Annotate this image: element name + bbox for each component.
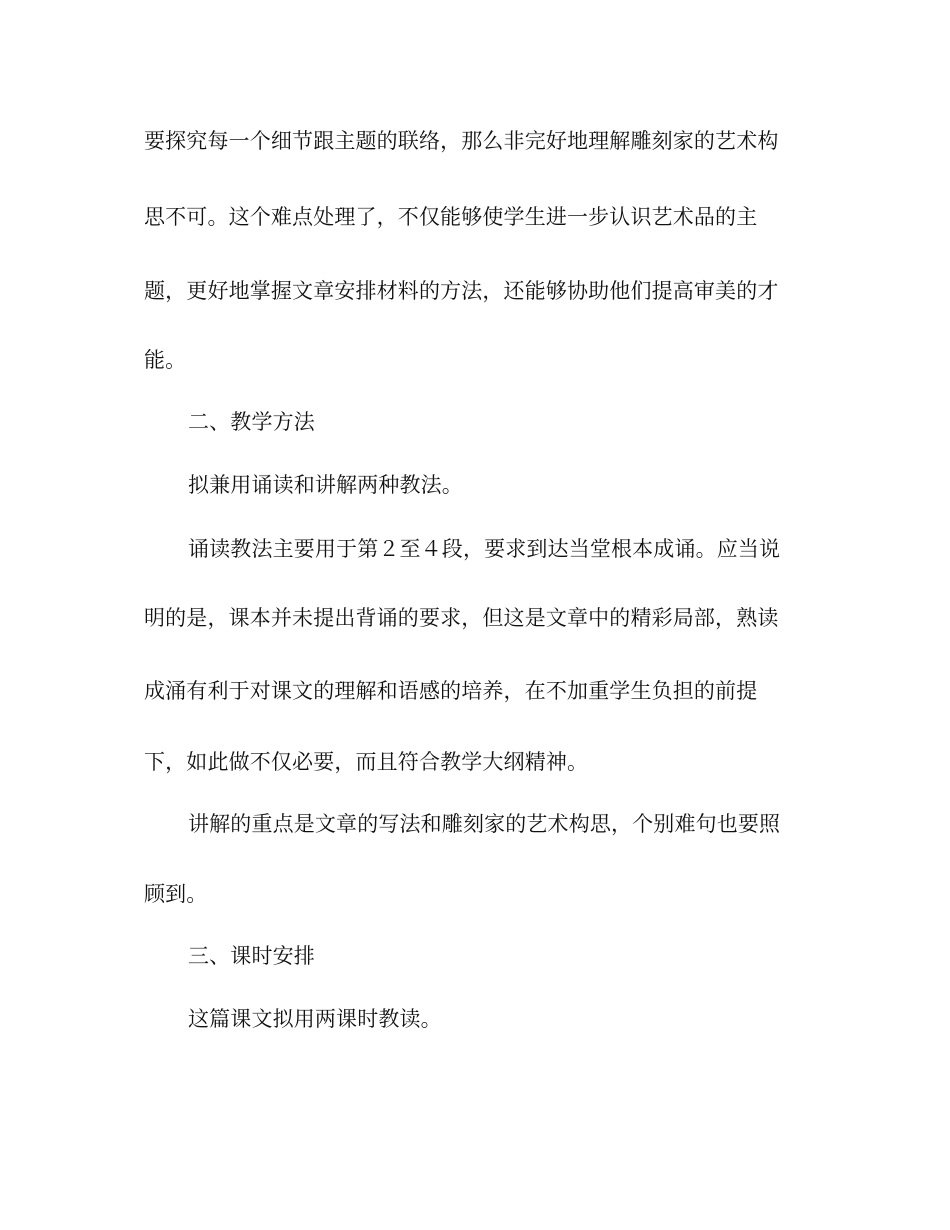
paragraph-line: 拟兼用诵读和讲解两种教法。 [188,473,463,497]
paragraph-line: 顾到。 [144,882,208,906]
paragraph-line: 诵读教法主要用于第２至４段，要求到达当堂根本成诵。应当说 [188,537,781,561]
section-heading: 三、课时安排 [188,944,315,968]
section-heading: 二、教学方法 [188,410,315,434]
paragraph-line: 明的是，课本并未提出背诵的要求，但这是文章中的精彩局部，熟读 [144,606,779,630]
paragraph-line: 下，如此做不仅必要，而且符合教学大纲精神。 [144,750,589,774]
paragraph-line: 要探究每一个细节跟主题的联络，那么非完好地理解雕刻家的艺术构 [144,129,779,153]
paragraph-line: 讲解的重点是文章的写法和雕刻家的艺术构思，个别难句也要照 [188,812,781,836]
paragraph-line: 这篇课文拟用两课时教读。 [188,1007,442,1031]
paragraph-line: 成涌有利于对课文的理解和语感的培养，在不加重学生负担的前提 [144,679,758,703]
paragraph-line: 思不可。这个难点处理了，不仅能够使学生进一步认识艺术品的主 [144,205,758,229]
paragraph-line: 题，更好地掌握文章安排材料的方法，还能够协助他们提高审美的才 [144,279,779,303]
paragraph-line: 能。 [144,348,187,372]
